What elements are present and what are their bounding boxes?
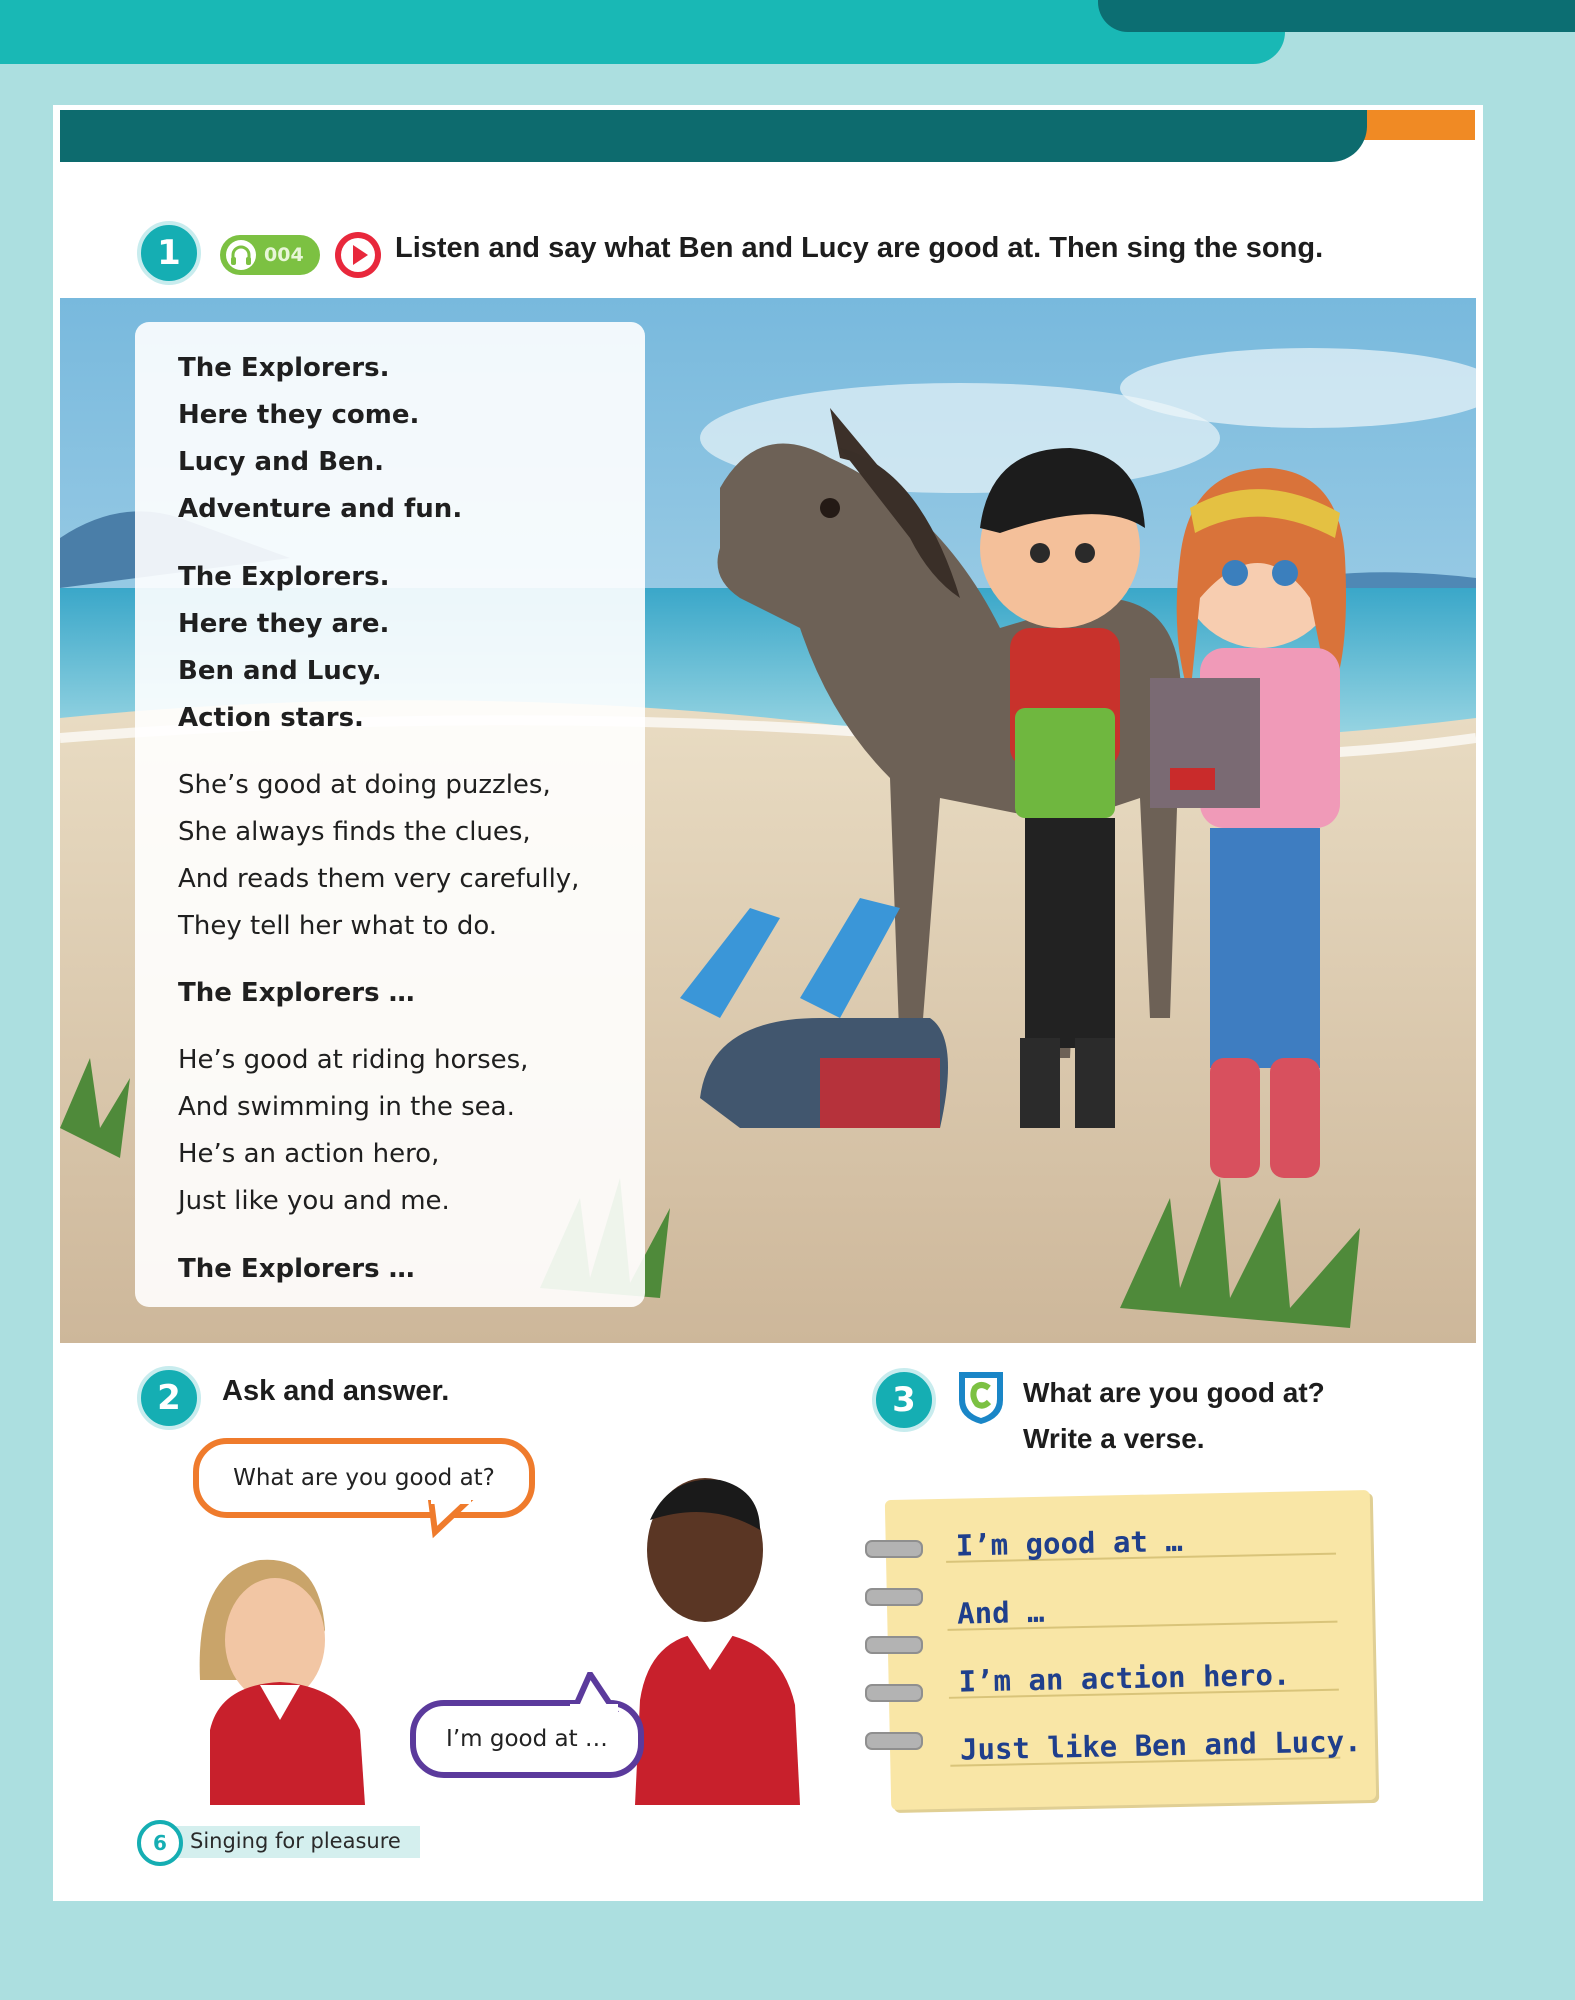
answer-speech-bubble: I’m good at …: [410, 1700, 644, 1778]
lyric-line: The Explorers.: [178, 353, 390, 383]
lyric-chorus: The Explorers …: [178, 1254, 415, 1284]
verse-notepad: [885, 1490, 1376, 1810]
page-number: 6: [137, 1820, 183, 1866]
top-banner-accent: [1098, 0, 1575, 32]
verse-line: I’m good at …: [955, 1523, 1184, 1563]
question-speech-bubble: What are you good at?: [193, 1438, 535, 1518]
lyric-line: He’s good at riding horses,: [178, 1045, 529, 1075]
spiral-ring: [865, 1540, 923, 1558]
bubble-tail: [570, 1672, 620, 1712]
lyric-chorus: The Explorers …: [178, 978, 415, 1008]
activity-number-3: 3: [872, 1368, 936, 1432]
lyric-line: Just like you and me.: [178, 1186, 450, 1216]
verse-line: And …: [956, 1594, 1045, 1631]
header-bar: [60, 110, 1367, 162]
activity-number-1: 1: [137, 221, 201, 285]
activity-3-instruction-line2: Write a verse.: [1023, 1423, 1205, 1454]
lyric-line: Here they are.: [178, 609, 390, 639]
spiral-ring: [865, 1588, 923, 1606]
lyric-line: And swimming in the sea.: [178, 1092, 515, 1122]
girl-photo: [190, 1530, 370, 1805]
headphones-icon: [226, 240, 256, 270]
lyric-line: And reads them very carefully,: [178, 864, 580, 894]
lyric-line: The Explorers.: [178, 562, 390, 592]
activity-number-2: 2: [137, 1366, 201, 1430]
top-banner: [0, 0, 1285, 64]
activity-3-instruction-line1: What are you good at?: [1023, 1377, 1325, 1408]
spiral-ring: [865, 1732, 923, 1750]
critical-thinking-shield-icon: [955, 1368, 1007, 1426]
lyric-line: Action stars.: [178, 703, 364, 733]
spiral-ring: [865, 1636, 923, 1654]
lyric-line: Lucy and Ben.: [178, 447, 385, 477]
play-video-button[interactable]: [335, 232, 381, 278]
lyric-line: Here they come.: [178, 400, 420, 430]
lyric-line: She always finds the clues,: [178, 817, 531, 847]
lyric-line: Ben and Lucy.: [178, 656, 382, 686]
section-label: Singing for pleasure: [190, 1829, 401, 1853]
audio-track-button[interactable]: [220, 235, 320, 275]
verse-line: Just like Ben and Lucy.: [959, 1724, 1362, 1767]
lyric-line: Adventure and fun.: [178, 494, 463, 524]
audio-track-number: 004: [264, 244, 304, 266]
verse-line: I’m an action hero.: [958, 1657, 1291, 1699]
lyric-line: She’s good at doing puzzles,: [178, 770, 551, 800]
lyric-line: They tell her what to do.: [178, 911, 498, 941]
lyric-line: He’s an action hero,: [178, 1139, 440, 1169]
activity-1-instruction: Listen and say what Ben and Lucy are good at. Then sing the song.: [395, 232, 1324, 264]
activity-2-instruction: Ask and answer.: [222, 1375, 450, 1407]
bubble-tail: [425, 1500, 485, 1540]
spiral-ring: [865, 1684, 923, 1702]
play-icon: [335, 232, 381, 278]
